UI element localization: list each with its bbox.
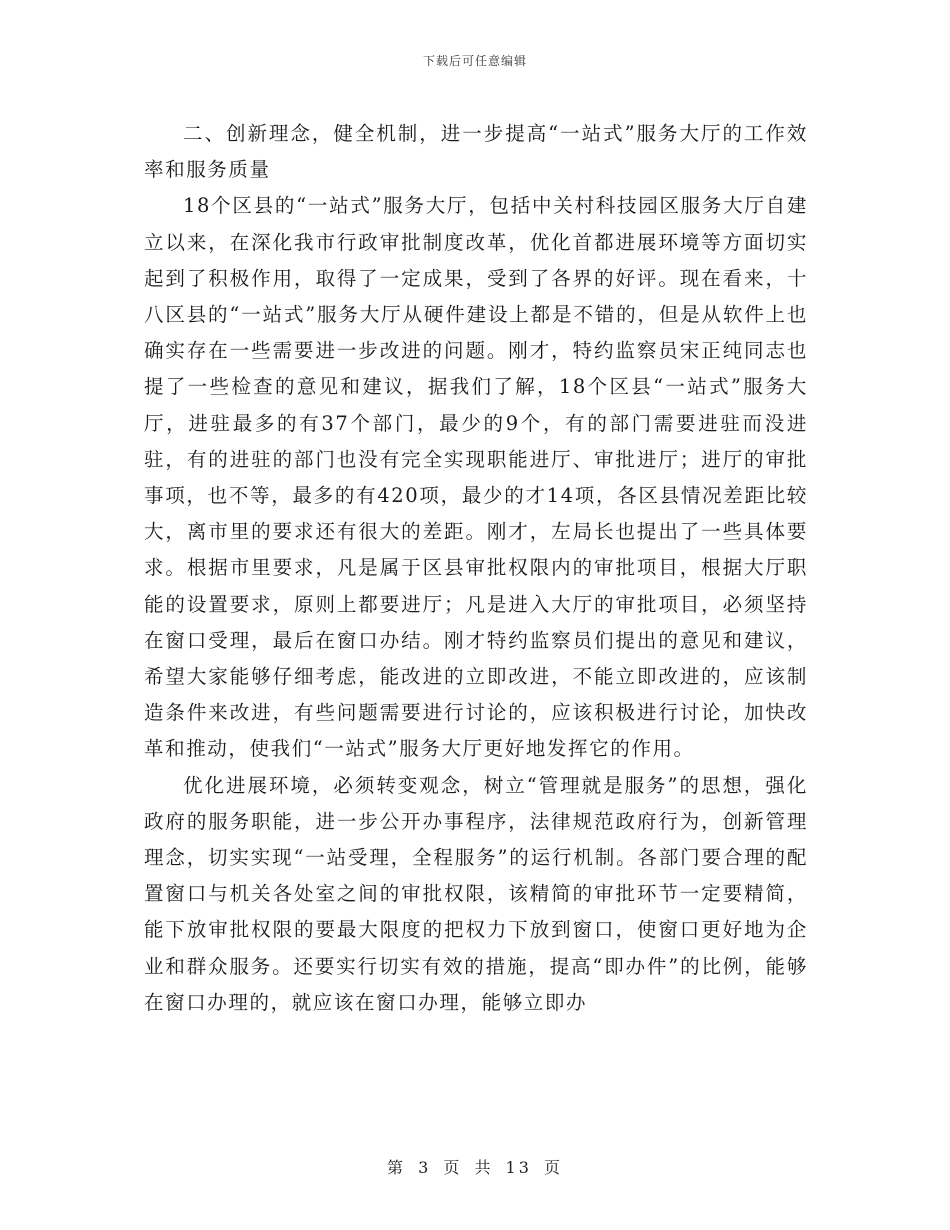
header-note: 下载后可任意编辑	[422, 54, 527, 68]
body-paragraph: 优化进展环境，必须转变观念，树立“管理就是服务”的思想，强化政府的服务职能，进一步公开办事程序，法律规范政府行为，创新管理理念，切实实现“一站受理，全程服务”的运行机制。各部门要合理的配置窗口与机关各处室之间的审批权限，该精简的审批环节一定要精简，能下放审批权限的要最大限度的把权力下放到窗口，使窗口更好地为企业和群众服务。还要实行切实有效的措施，提高“即办件”的比例，能够在窗口办理的，就应该在窗口办理，能够立即办	[144, 773, 808, 1014]
document-body	[144, 116, 808, 1021]
section-heading: 二、创新理念，健全机制，进一步提高“一站式”服务大厅的工作效率和服务质量	[144, 122, 808, 182]
page-number-footer: 第 3 页 共 13 页	[387, 1158, 563, 1177]
body-paragraph: 18个区县的“一站式”服务大厅，包括中关村科技园区服务大厅自建立以来，在深化我市行政审批制度改革，优化首都进展环境等方面切实起到了积极作用，取得了一定成果，受到了各界的好评。现在看来，十八区县的“一站式”服务大厅从硬件建设上都是不错的，但是从软件上也确实存在一些需要进一步改进的问题。刚才，特约监察员宋正纯同志也提了一些检查的意见和建议，据我们了解，18个区县“一站式”服务大厅，进驻最多的有37个部门，最少的9个，有的部门需要进驻而没进驻，有的进驻的部门也没有完全实现职能进厅、审批进厅；进厅的审批事项，也不等，最多的有420项，最少的才14项，各区县情况差距比较大，离市里的要求还有很大的差距。刚才，左局长也提出了一些具体要求。根据市里要求，凡是属于区县审批权限内的审批项目，根据大厅职能的设置要求，原则上都要进厅；凡是进入大厅的审批项目，必须坚持在窗口受理，最后在窗口办结。刚才特约监察员们提出的意见和建议，希望大家能够仔细考虑，能改进的立即改进，不能立即改进的，应该制造条件来改进，有些问题需要进行讨论的，应该积极进行讨论，加快改革和推动，使我们“一站式”服务大厅更好地发挥它的作用。	[144, 194, 808, 761]
